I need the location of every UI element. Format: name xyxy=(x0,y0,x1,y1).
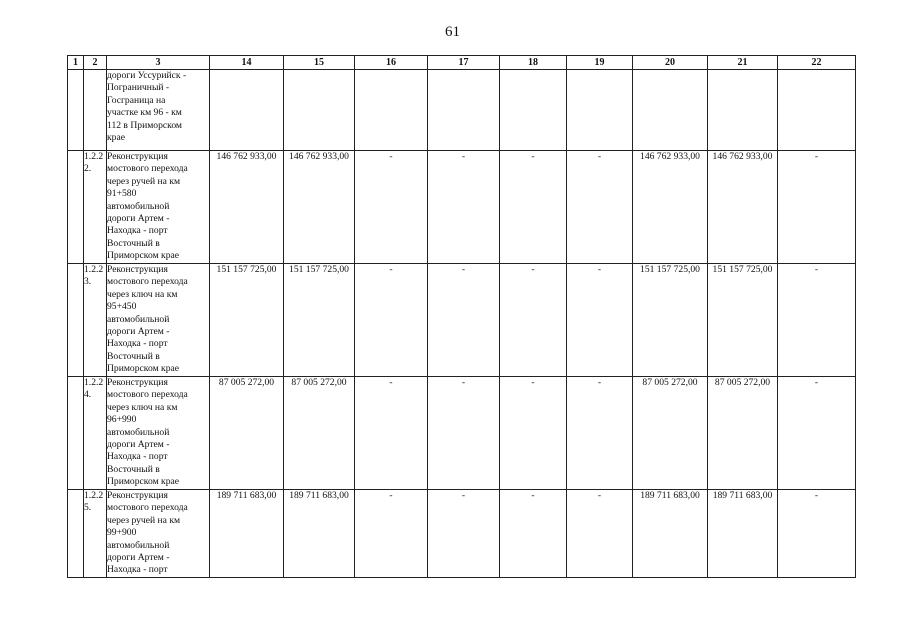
value-cell-col-15: 189 711 683,00 xyxy=(284,490,355,578)
value-cell-col-15: 146 762 933,00 xyxy=(284,151,355,264)
value-cell-col-19: - xyxy=(567,377,633,490)
value-cell-col-19: - xyxy=(567,151,633,264)
value-cell-col-21: 146 762 933,00 xyxy=(708,151,778,264)
table-header-row xyxy=(68,56,856,70)
value-cell-col-22: - xyxy=(778,377,856,490)
value-cell-col-22: - xyxy=(778,490,856,578)
value-cell-col-20: 87 005 272,00 xyxy=(633,377,708,490)
value-cell-col-19 xyxy=(567,70,633,151)
column-header-14: 14 xyxy=(210,56,284,70)
value-cell-col-18 xyxy=(500,70,567,151)
table-row xyxy=(68,377,856,490)
value-cell-col-17: - xyxy=(428,151,500,264)
value-cell-col-21: 151 157 725,00 xyxy=(708,264,778,377)
value-cell-col-14: 146 762 933,00 xyxy=(210,151,284,264)
value-cell-col-17: - xyxy=(428,490,500,578)
table-row xyxy=(68,264,856,377)
column-header-22: 22 xyxy=(778,56,856,70)
value-cell-col-20: 189 711 683,00 xyxy=(633,490,708,578)
column-header-18: 18 xyxy=(500,56,567,70)
value-cell-col-15: 151 157 725,00 xyxy=(284,264,355,377)
page-number: 61 xyxy=(445,24,460,40)
column-header-21: 21 xyxy=(708,56,778,70)
value-cell-col-16: - xyxy=(355,151,428,264)
column-header-15: 15 xyxy=(284,56,355,70)
description-cell: дороги Уссурийск - Пограничный - Госграница на участке км 96 - км 112 в Приморском крае xyxy=(107,70,210,151)
value-cell-col-18: - xyxy=(500,490,567,578)
value-cell-col-14: 87 005 272,00 xyxy=(210,377,284,490)
table-row xyxy=(68,490,856,578)
value-cell-col-14: 189 711 683,00 xyxy=(210,490,284,578)
column-header-20: 20 xyxy=(633,56,708,70)
description-cell: Реконструкция мостового перехода через ключ на км 95+450 автомобильной дороги Артем - Находка - порт Восточный в Приморском крае xyxy=(107,264,210,377)
value-cell-col-18: - xyxy=(500,151,567,264)
column-header-16: 16 xyxy=(355,56,428,70)
description-cell: Реконструкция мостового перехода через ключ на км 96+990 автомобильной дороги Артем - Находка - порт Восточный в Приморском крае xyxy=(107,377,210,490)
value-cell-col-17: - xyxy=(428,264,500,377)
description-cell: Реконструкция мостового перехода через ручей на км 99+900 автомобильной дороги Артем - Находка - порт xyxy=(107,490,210,578)
value-cell-col-16: - xyxy=(355,264,428,377)
value-cell-col-19: - xyxy=(567,490,633,578)
cell-col-1 xyxy=(68,151,84,264)
budget-table xyxy=(67,55,856,578)
column-header-1: 1 xyxy=(68,56,84,70)
value-cell-col-21: 87 005 272,00 xyxy=(708,377,778,490)
item-number-cell: 1.2.2 3. xyxy=(84,264,107,377)
cell-col-1 xyxy=(68,490,84,578)
column-header-19: 19 xyxy=(567,56,633,70)
value-cell-col-16: - xyxy=(355,490,428,578)
item-number-cell: 1.2.2 4. xyxy=(84,377,107,490)
table-row xyxy=(68,151,856,264)
value-cell-col-20: 151 157 725,00 xyxy=(633,264,708,377)
item-number-cell: 1.2.2 2. xyxy=(84,151,107,264)
value-cell-col-14 xyxy=(210,70,284,151)
column-header-3: 3 xyxy=(107,56,210,70)
value-cell-col-17: - xyxy=(428,377,500,490)
value-cell-col-14: 151 157 725,00 xyxy=(210,264,284,377)
description-cell: Реконструкция мостового перехода через ручей на км 91+580 автомобильной дороги Артем - Находка - порт Восточный в Приморском крае xyxy=(107,151,210,264)
table-row xyxy=(68,70,856,151)
cell-col-1 xyxy=(68,264,84,377)
value-cell-col-22 xyxy=(778,70,856,151)
value-cell-col-16: - xyxy=(355,377,428,490)
value-cell-col-21: 189 711 683,00 xyxy=(708,490,778,578)
value-cell-col-22: - xyxy=(778,151,856,264)
value-cell-col-16 xyxy=(355,70,428,151)
column-header-2: 2 xyxy=(84,56,107,70)
value-cell-col-18: - xyxy=(500,264,567,377)
cell-col-1 xyxy=(68,70,84,151)
value-cell-col-15 xyxy=(284,70,355,151)
value-cell-col-17 xyxy=(428,70,500,151)
column-header-17: 17 xyxy=(428,56,500,70)
value-cell-col-20 xyxy=(633,70,708,151)
value-cell-col-22: - xyxy=(778,264,856,377)
value-cell-col-21 xyxy=(708,70,778,151)
value-cell-col-19: - xyxy=(567,264,633,377)
item-number-cell xyxy=(84,70,107,151)
value-cell-col-15: 87 005 272,00 xyxy=(284,377,355,490)
value-cell-col-20: 146 762 933,00 xyxy=(633,151,708,264)
item-number-cell: 1.2.2 5. xyxy=(84,490,107,578)
cell-col-1 xyxy=(68,377,84,490)
value-cell-col-18: - xyxy=(500,377,567,490)
